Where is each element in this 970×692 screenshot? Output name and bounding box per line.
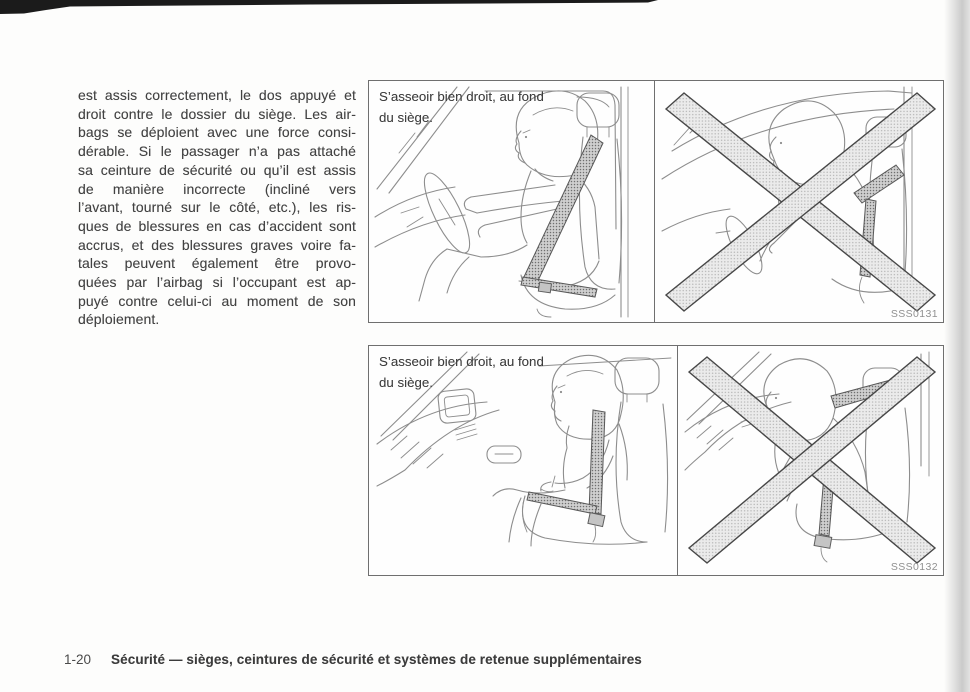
illustration-passenger-incorrect-crossed	[679, 346, 945, 577]
panel-divider	[677, 346, 678, 575]
x-cross-mark	[666, 93, 935, 311]
body-text-line: est assis correctement, le dos appuyé et	[78, 87, 356, 103]
panel-divider	[654, 81, 655, 322]
scan-edge-right	[944, 0, 970, 692]
figure-passenger-seating	[368, 345, 944, 576]
figure-caption	[379, 352, 544, 393]
body-text-line: ques de blessures en cas d’accident sont	[78, 217, 356, 234]
body-text-line: accrus, et des blessures graves voire fa-	[78, 236, 356, 253]
body-text-line: tales peuvent également être provo-	[78, 255, 356, 272]
page-number: 1-20	[64, 652, 92, 667]
scan-edge-top	[0, 0, 970, 14]
figure-caption-line: du siège.	[379, 109, 433, 125]
figure-caption-line: S’asseoir bien droit, au fond	[379, 354, 544, 369]
figure-caption-line: du siège.	[379, 374, 433, 390]
body-text	[78, 86, 356, 329]
page-footer	[64, 651, 642, 669]
illustration-driver-incorrect-crossed	[656, 81, 945, 324]
figure-caption	[379, 87, 544, 128]
body-text-line: déploiement.	[78, 311, 160, 328]
body-text-line: bags se déploient avec une force consi-	[78, 124, 356, 141]
figure-code: SSS0131	[890, 308, 938, 320]
footer-section-title: Sécurité — sièges, ceintures de sécurité et systèmes de retenue supplémentaires	[111, 652, 642, 667]
body-text-line: sa ceinture de sécurité ou qu’il est assis	[78, 161, 356, 178]
figure-caption-line: S’asseoir bien droit, au fond	[379, 89, 544, 104]
body-text-line: de manière incorrecte (incliné vers	[78, 180, 356, 197]
body-text-line: quées par l’airbag si l’occupant est ap-	[78, 274, 356, 291]
body-text-line: dérable. Si le passager n’a pas attaché	[78, 143, 356, 160]
figure-code: SSS0132	[890, 561, 938, 573]
figure-driver-seating	[368, 80, 944, 323]
body-text-line: droit contre le dossier du siège. Les air-	[78, 105, 356, 122]
body-text-line: puyé contre celui-ci au moment de son	[78, 292, 356, 309]
body-text-line: l’avant, tourné sur le côté, etc.), les ris-	[78, 199, 356, 216]
x-cross-mark	[689, 357, 935, 563]
